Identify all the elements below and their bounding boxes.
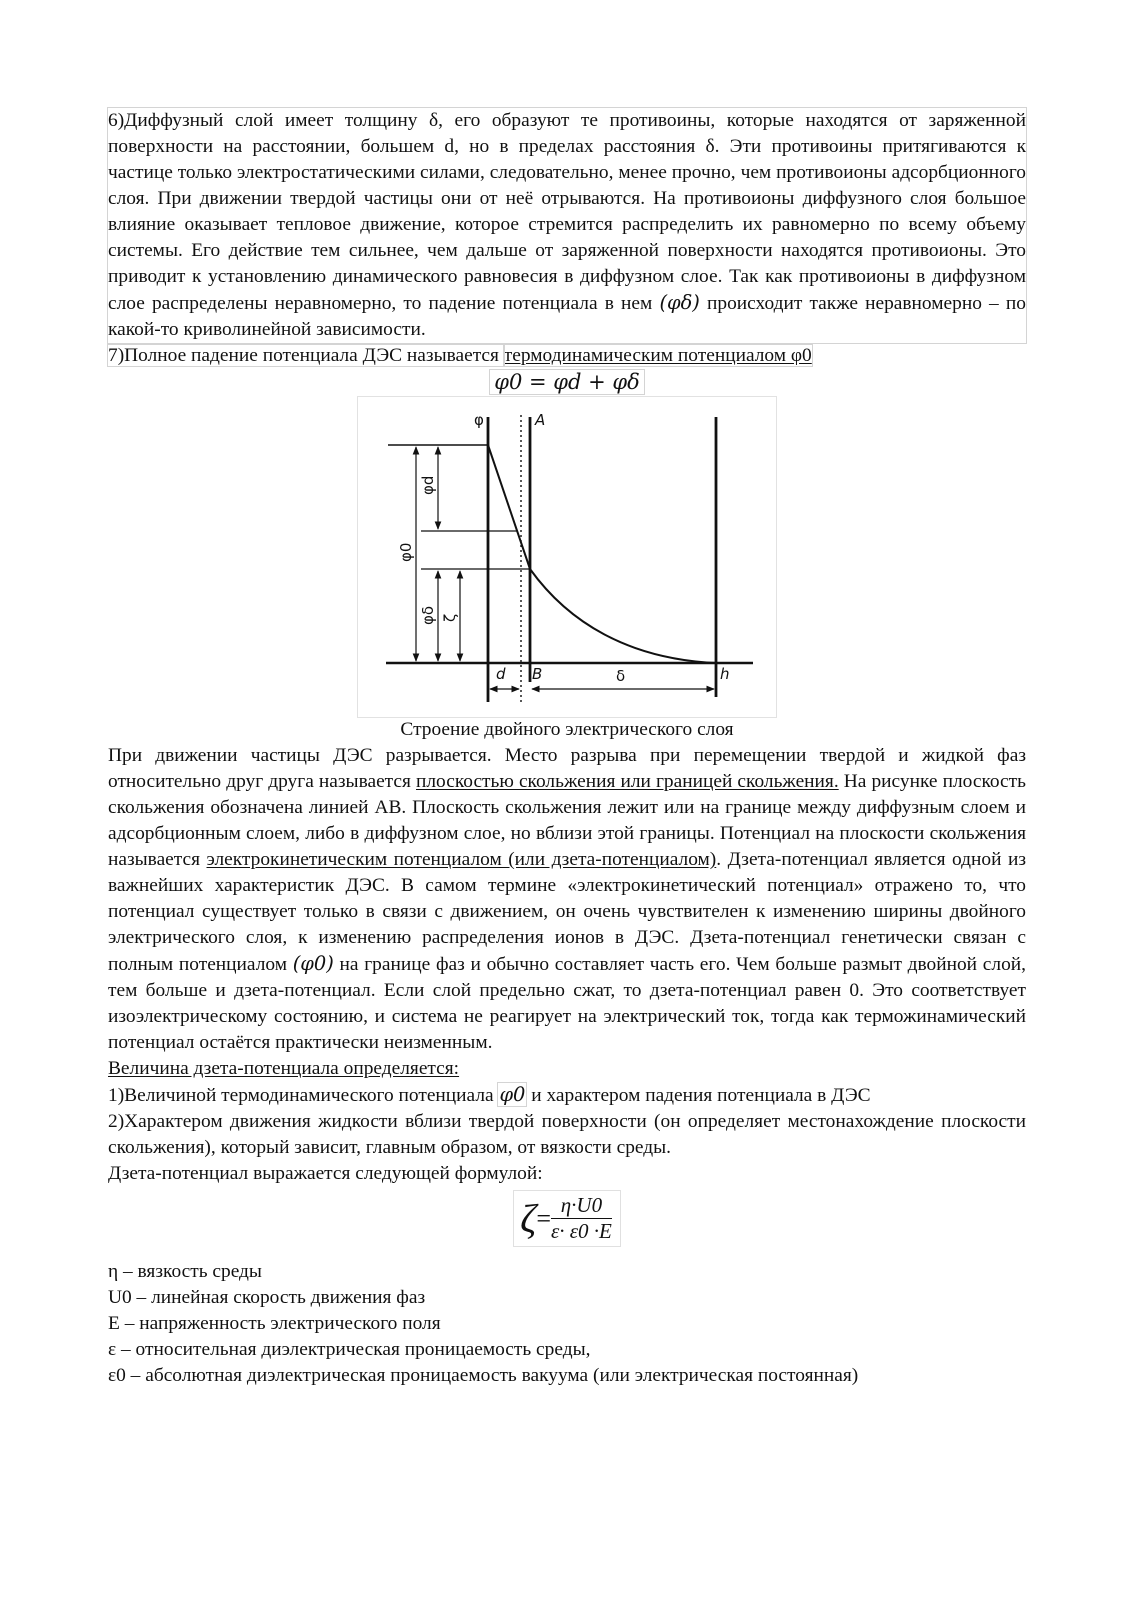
label-delta: δ <box>616 667 626 685</box>
term-thermodynamic-potential: термодинамическим потенциалом φ0 <box>503 345 812 366</box>
paragraph-slip-plane-c: . Дзета-потенциал является одной из важнейших характеристик ДЭС. В самом термине «электрокинетический потенциал» отражено то, что потенциал существует только в связи с движением, он очень чувствителен к изменению ширины двойного электрического слоя, к изменению распределения ионов в ДЭС. Дзета-потенциал генетически связан с полным потенциалом <box>108 849 1026 975</box>
phi0-inline-math: (φ0) <box>292 952 334 975</box>
formula-phi0 <box>108 369 1026 395</box>
label-d: d <box>496 665 506 683</box>
figure-caption: Строение двойного электрического слоя <box>400 719 734 740</box>
paragraph-diffuse-layer-text: 6)Диффузный слой имеет толщину δ, его образуют те противоины, которые находятся от заряженной поверхности на расстоянии, большем d, но в пределах расстояния δ. Эти противоины притягиваются к частице только электростатическими силами, следовательно, менее прочно, чем противоионы адсорбционного слоя. При движении твердой частицы они от неё отрываются. На противоионы диффузного слоя большое влияние оказывает тепловое движение, которое стремится распределить их равномерно по всему объему системы. Его действие тем сильнее, чем дальше от заряженной поверхности находятся противоионы. Это приводит к установлению динамического равновесия в диффузном слое. Так как противоионы в диффузном слое распределены неравномерно, то падение потенциала в нем <box>108 110 1026 314</box>
paragraph-slip-plane <box>108 743 1026 1056</box>
list-item-1 <box>108 1082 1026 1109</box>
definition-vacuum-permittivity: ε0 – абсолютная диэлектрическая проницаемость вакуума (или электрическая постоянная) <box>108 1365 859 1386</box>
des-structure-diagram <box>358 397 776 717</box>
label-phi0: φ0 <box>397 542 415 562</box>
formula-phi0-text: φ0 = φd + φδ <box>490 370 643 394</box>
formula-intro: Дзета-потенциал выражается следующей формулой: <box>108 1163 543 1184</box>
list-item-1-b: и характером падения потенциала в ДЭС <box>526 1085 871 1106</box>
definition-viscosity: η – вязкость среды <box>108 1261 262 1282</box>
zeta-formula <box>514 1191 620 1246</box>
label-a: A <box>535 411 546 429</box>
paragraph-diffuse-layer-tail: происходит также неравномерно – по какой-то криволинейной зависимости. <box>108 293 1026 340</box>
label-phi: φ <box>474 411 484 429</box>
list-item-1-a: 1)Величиной термодинамического потенциала <box>108 1085 499 1106</box>
label-phidelta: φδ <box>419 605 437 625</box>
label-zeta: ζ <box>441 613 459 622</box>
label-phid: φd <box>419 475 437 495</box>
definition-relative-permittivity: ε – относительная диэлектрическая проницаемость среды, <box>108 1339 591 1360</box>
paragraph-slip-plane-b: На рисунке плоскость скольжения обозначена линией АВ. Плоскость скольжения лежит или на границе между диффузным слоем и адсорбционным слоем, либо в диффузном слое, но вблизи этой границы. Потенциал на плоскости скольжения называется <box>108 771 1026 870</box>
list-item-2: 2)Характером движения жидкости вблизи твердой поверхности (он определяет местонахождение плоскости скольжения), который зависит, главным образом, от вязкости среды. <box>108 1111 1026 1158</box>
paragraph-thermodynamic-lead: 7)Полное падение потенциала ДЭС называется <box>108 345 504 366</box>
potential-linear-drop <box>488 445 530 569</box>
paragraph-slip-plane-a: При движении частицы ДЭС разрывается. Место разрыва при перемещении твердой и жидкой фаз относительно друг друга называется <box>108 745 1026 792</box>
paragraph-slip-plane-d: на границе фаз и обычно составляет часть его. Чем больше размыт двойной слой, тем больше и дзета-потенциал. Если слой предельно сжат, то дзета-потенциал равен 0. Это соответствует изоэлектрическому состоянию, и система не реагирует на электрический ток, тогда как терможинамический потенциал остаётся практически неизменным. <box>108 954 1026 1053</box>
zeta-denominator: ε· ε0 ·E <box>550 1219 612 1243</box>
phi0-item-math: φ0 <box>499 1083 526 1106</box>
label-b: B <box>532 665 543 683</box>
paragraph-diffuse-layer <box>108 108 1026 343</box>
zeta-numerator: η·U0 <box>551 1193 612 1219</box>
zeta-formula-block <box>108 1191 1026 1251</box>
zeta-symbol: ζ <box>520 1196 537 1241</box>
heading-zeta-determined: Величина дзета-потенциала определяется: <box>108 1058 460 1079</box>
definition-field-strength: E – напряженность электрического поля <box>108 1313 441 1334</box>
potential-curve <box>530 569 716 663</box>
equals-sign: = <box>536 1203 551 1233</box>
paragraph-thermodynamic <box>108 343 1026 369</box>
label-h: h <box>720 665 730 683</box>
definition-velocity: U0 – линейная скорость движения фаз <box>108 1287 426 1308</box>
term-slip-plane: плоскостью скольжения или границей скольжения. <box>416 771 839 792</box>
term-electrokinetic-potential: электрокинетическим потенциалом (или дзета-потенциалом) <box>206 849 717 870</box>
des-structure-figure <box>358 397 776 717</box>
phi-delta-math: (φδ) <box>659 291 700 314</box>
document-page <box>108 108 1026 1389</box>
